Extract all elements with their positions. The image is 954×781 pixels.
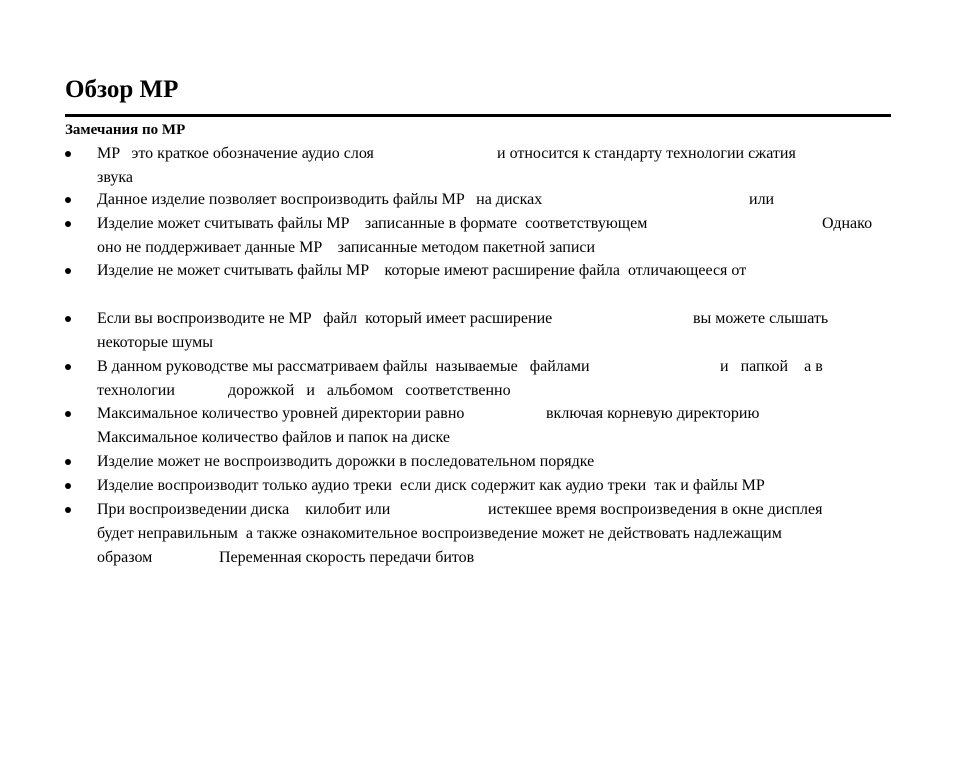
- list-item-text: дорожкой и альбомом соответственно: [228, 382, 511, 399]
- bullet-icon: [65, 507, 71, 513]
- list-item: [0, 450, 954, 474]
- list-item: [0, 474, 954, 498]
- page-title: Обзор MP: [65, 76, 179, 103]
- list-item-text: некоторые шумы: [97, 334, 214, 351]
- list-item-text: MP это краткое обозначение аудио слоя: [97, 145, 374, 162]
- list-item: [0, 212, 954, 260]
- list-item-text: или: [749, 191, 775, 208]
- list-item: [0, 498, 954, 570]
- list-item: [0, 307, 954, 355]
- list-item-text: и папкой а в: [720, 358, 823, 375]
- list-item: [0, 142, 954, 190]
- list-item-text: В данном руководстве мы рассматриваем файлы называемые файлами: [97, 358, 590, 375]
- list-item-text: Изделие не может считывать файлы MP которые имеют расширение файла отличающееся от: [97, 262, 747, 279]
- list-item-text: Однако: [822, 215, 873, 232]
- list-item-text: Изделие может считывать файлы MP записанные в формате соответствующем: [97, 215, 648, 232]
- list-item: [0, 188, 954, 212]
- list-item-text: образом: [97, 549, 153, 566]
- list-item-text: включая корневую директорию: [546, 405, 760, 422]
- list-item-text: оно не поддерживает данные MP записанные методом пакетной записи: [97, 239, 596, 256]
- bullet-icon: [65, 197, 71, 203]
- list-item-text: вы можете слышать: [693, 310, 829, 327]
- list-item-text: и относится к стандарту технологии сжатия: [497, 145, 796, 162]
- list-item-text: Изделие воспроизводит только аудио треки если диск содержит как аудио треки так и файлы MP: [97, 477, 765, 494]
- list-item: [0, 259, 954, 283]
- list-item-text: Данное изделие позволяет воспроизводить файлы MP на дисках: [97, 191, 543, 208]
- bullet-icon: [65, 151, 71, 157]
- section-heading: Замечания по MP: [65, 122, 186, 138]
- list-item: [0, 355, 954, 403]
- bullet-icon: [65, 316, 71, 322]
- bullet-icon: [65, 221, 71, 227]
- list-item-text: Изделие может не воспроизводить дорожки в последовательном порядке: [97, 453, 595, 470]
- bullet-icon: [65, 459, 71, 465]
- list-item-text: звука: [97, 169, 133, 186]
- bullet-icon: [65, 364, 71, 370]
- list-item-text: При воспроизведении диска килобит или: [97, 501, 391, 518]
- list-item: [0, 402, 954, 450]
- bullet-icon: [65, 483, 71, 489]
- list-item-text: Если вы воспроизводите не MP файл который имеет расширение: [97, 310, 553, 327]
- list-item-text: истекшее время воспроизведения в окне дисплея: [488, 501, 823, 518]
- list-item-text: Переменная скорость передачи битов: [219, 549, 475, 566]
- list-item-text: Максимальное количество уровней директории равно: [97, 405, 465, 422]
- bullet-icon: [65, 268, 71, 274]
- bullet-icon: [65, 411, 71, 417]
- list-item-text: Максимальное количество файлов и папок на диске: [97, 429, 451, 446]
- list-item-text: будет неправильным а также ознакомительное воспроизведение может не действовать надлежащим: [97, 525, 782, 542]
- list-item-text: технологии: [97, 382, 175, 399]
